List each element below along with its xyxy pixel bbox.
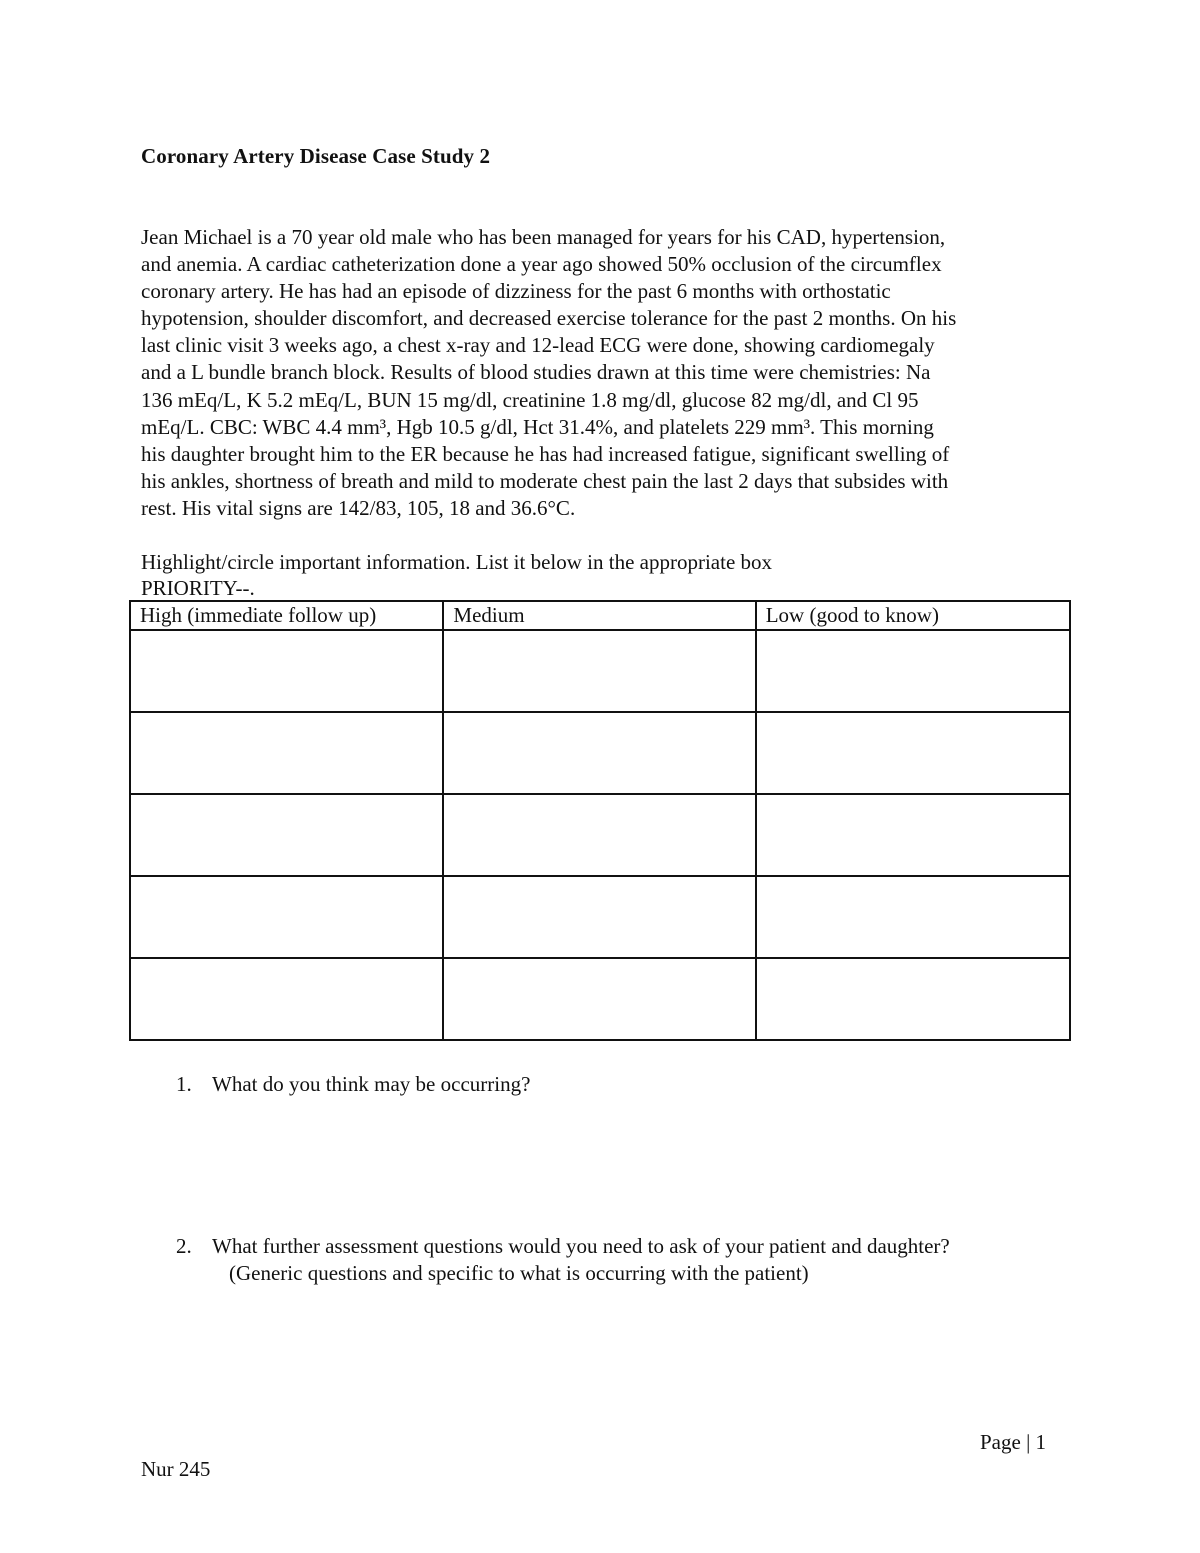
paragraph-line: and a L bundle branch block. Results of blood studies drawn at this time were chemistries: Na xyxy=(141,360,931,385)
header-high: High (immediate follow up) xyxy=(130,601,443,630)
table-cell-medium[interactable] xyxy=(443,876,755,958)
table-row xyxy=(130,958,1070,1040)
question-text: What do you think may be occurring? xyxy=(212,1072,531,1096)
question-subtext: (Generic questions and specific to what is occurring with the patient) xyxy=(229,1261,809,1285)
header-medium: Medium xyxy=(443,601,755,630)
table-cell-low[interactable] xyxy=(756,712,1070,794)
paragraph-line: rest. His vital signs are 142/83, 105, 18 and 36.6°C. xyxy=(141,495,576,520)
table-cell-high[interactable] xyxy=(130,958,443,1040)
question-number: 1. xyxy=(176,1072,192,1096)
paragraph-line: last clinic visit 3 weeks ago, a chest x-ray and 12-lead ECG were done, showing cardiomegaly xyxy=(141,333,935,358)
table-cell-medium[interactable] xyxy=(443,712,755,794)
priority-label: PRIORITY--. xyxy=(141,576,255,600)
question-number: 2. xyxy=(176,1234,192,1258)
table-cell-medium[interactable] xyxy=(443,958,755,1040)
question-2 xyxy=(176,1233,950,1287)
table-row xyxy=(130,712,1070,794)
header-low: Low (good to know) xyxy=(756,601,1070,630)
paragraph-line: coronary artery. He has had an episode of dizziness for the past 6 months with orthostatic xyxy=(141,279,891,304)
table-cell-low[interactable] xyxy=(756,876,1070,958)
footer-course: Nur 245 xyxy=(141,1457,211,1481)
table-cell-high[interactable] xyxy=(130,712,443,794)
table-cell-low[interactable] xyxy=(756,794,1070,876)
paragraph-line: Jean Michael is a 70 year old male who has been managed for years for his CAD, hypertension, xyxy=(141,225,946,249)
instruction-text: Highlight/circle important information. List it below in the appropriate box xyxy=(141,550,773,574)
table-cell-low[interactable] xyxy=(756,958,1070,1040)
table-cell-low[interactable] xyxy=(756,630,1070,712)
table-row xyxy=(130,876,1070,958)
table-cell-high[interactable] xyxy=(130,876,443,958)
question-1 xyxy=(176,1071,530,1098)
table-cell-medium[interactable] xyxy=(443,630,755,712)
table-cell-high[interactable] xyxy=(130,794,443,876)
paragraph-line: mEq/L. CBC: WBC 4.4 mm³, Hgb 10.5 g/dl, Hct 31.4%, and platelets 229 mm³. This morning xyxy=(141,414,934,439)
table-header-row xyxy=(130,601,1070,630)
paragraph-line: and anemia. A cardiac catheterization done a year ago showed 50% occlusion of the circumflex xyxy=(141,252,942,277)
priority-table xyxy=(129,600,1071,1041)
paragraph-line: his daughter brought him to the ER because he has had increased fatigue, significant swelling of xyxy=(141,441,950,466)
case-paragraph xyxy=(141,224,1071,522)
document-title: Coronary Artery Disease Case Study 2 xyxy=(141,144,491,168)
paragraph-line: 136 mEq/L, K 5.2 mEq/L, BUN 15 mg/dl, creatinine 1.8 mg/dl, glucose 82 mg/dl, and Cl 95 xyxy=(141,387,919,412)
paragraph-line: hypotension, shoulder discomfort, and decreased exercise tolerance for the past 2 months. On his xyxy=(141,306,957,331)
paragraph-line: his ankles, shortness of breath and mild to moderate chest pain the last 2 days that subsides with xyxy=(141,468,949,493)
table-cell-high[interactable] xyxy=(130,630,443,712)
page-number: Page | 1 xyxy=(980,1430,1047,1454)
table-cell-medium[interactable] xyxy=(443,794,755,876)
table-row xyxy=(130,794,1070,876)
table-row xyxy=(130,630,1070,712)
question-text: What further assessment questions would you need to ask of your patient and daughter? xyxy=(212,1234,950,1258)
